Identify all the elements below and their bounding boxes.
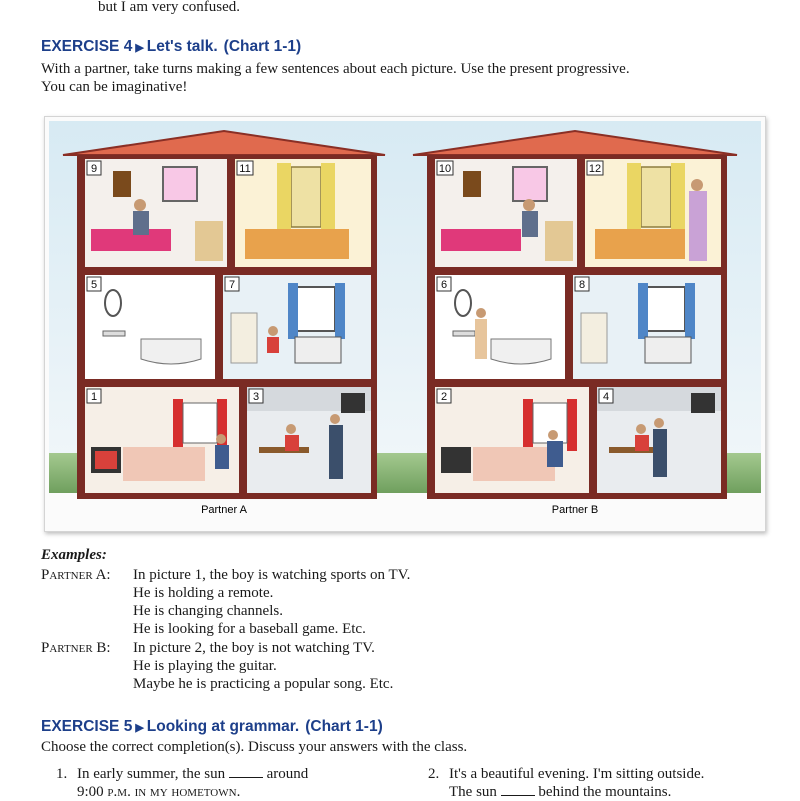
exercise-5-heading	[41, 718, 383, 736]
person-icon	[134, 199, 146, 211]
exercise-4-instructions-line2: You can be imaginative!	[41, 79, 188, 95]
partner-a-label: Partner A:	[41, 567, 111, 583]
person-icon	[547, 441, 563, 467]
window-icon	[183, 403, 217, 443]
person-icon	[267, 337, 279, 353]
partner-b-line: In picture 2, the boy is not watching TV.	[133, 640, 375, 656]
bed-icon	[595, 229, 685, 259]
desk-icon	[545, 221, 573, 261]
bathtub-icon	[491, 339, 551, 364]
room-number-label: 9	[90, 163, 98, 175]
picture-frame-icon	[113, 171, 131, 197]
item-1-number: 1.	[56, 766, 68, 782]
exercise-4-heading	[41, 38, 301, 56]
room-number-label: 2	[440, 391, 448, 403]
partner-a-line: He is looking for a baseball game. Etc.	[133, 621, 366, 637]
item-1-blank[interactable]	[229, 766, 263, 778]
caption-partner-b: Partner B	[551, 504, 599, 516]
picture-frame-icon	[463, 171, 481, 197]
window-icon	[647, 287, 685, 331]
arrow-right-icon: ▶	[135, 42, 144, 54]
item-2-line1: It's a beautiful evening. I'm sitting outside.	[449, 766, 705, 782]
partner-a-line: He is holding a remote.	[133, 585, 274, 601]
room-5	[85, 275, 215, 379]
person-icon	[522, 211, 538, 237]
item-1-text-after: around	[266, 766, 309, 782]
item-1-line1	[77, 765, 308, 783]
arrow-right-icon: ▶	[135, 722, 144, 734]
room-number-label: 7	[228, 279, 236, 291]
person-icon	[635, 435, 649, 451]
bed-icon	[91, 229, 171, 251]
room-number-label: 8	[578, 279, 586, 291]
person-icon	[329, 425, 343, 479]
room-6	[435, 275, 565, 379]
person-icon	[475, 319, 487, 359]
person-icon	[653, 429, 667, 477]
window-icon	[513, 167, 547, 201]
house-b	[413, 131, 737, 516]
exercise-4-number: EXERCISE 4	[41, 38, 133, 55]
table-icon	[259, 447, 309, 453]
item-2-blank[interactable]	[501, 784, 535, 796]
partner-b-line: Maybe he is practicing a popular song. Etc.	[133, 676, 394, 692]
sofa-icon	[123, 447, 205, 481]
item-2-number: 2.	[428, 766, 440, 782]
house-a	[63, 131, 385, 516]
sofa-icon	[473, 447, 555, 481]
exercise-4-title: Let's talk.	[146, 38, 218, 55]
person-icon	[689, 191, 707, 261]
room-number-label: 12	[588, 163, 602, 175]
person-icon	[215, 445, 229, 469]
room-number-label: 6	[440, 279, 448, 291]
window-icon	[297, 287, 335, 331]
bed-icon	[441, 229, 521, 251]
bed-icon	[245, 229, 349, 259]
bathtub-icon	[141, 339, 201, 364]
cabinet-icon	[231, 313, 257, 363]
exercise-4-chart-ref: (Chart 1-1)	[223, 38, 302, 55]
item-2-text-after: behind the mountains.	[538, 784, 672, 800]
caption-partner-a: Partner A	[201, 504, 247, 516]
exercise-5-number: EXERCISE 5	[41, 718, 133, 735]
table-icon	[609, 447, 659, 453]
window-icon	[163, 167, 197, 201]
desk-icon	[195, 221, 223, 261]
item-1-line2: 9:00 p.m. in my hometown.	[77, 784, 241, 800]
hood-icon	[691, 393, 715, 413]
room-number-label: 11	[239, 163, 251, 175]
person-icon	[285, 435, 299, 451]
room-number-label: 3	[252, 391, 260, 403]
item-1-text-before: In early summer, the sun	[77, 766, 226, 782]
room-number-label: 10	[438, 163, 452, 175]
item-2-text-before: The sun	[449, 784, 497, 800]
tv-icon	[441, 447, 471, 473]
cabinet-icon	[581, 313, 607, 363]
room-number-label: 4	[602, 391, 610, 403]
partner-a-line: In picture 1, the boy is watching sports on TV.	[133, 567, 411, 583]
previous-item-text: but I am very confused.	[98, 0, 241, 15]
room-number-label: 1	[90, 391, 98, 403]
exercise-4-instructions-line1: With a partner, take turns making a few sentences about each picture. Use the present progressive.	[41, 61, 630, 77]
houses-svg	[45, 117, 765, 531]
exercise-5-chart-ref: (Chart 1-1)	[305, 718, 383, 735]
partner-b-label: Partner B:	[41, 640, 111, 656]
crib-icon	[645, 337, 691, 363]
partner-a-line: He is changing channels.	[133, 603, 283, 619]
item-2-line2	[449, 783, 671, 801]
exercise-5-title: Looking at grammar.	[146, 718, 300, 735]
hood-icon	[341, 393, 365, 413]
room-number-label: 5	[90, 279, 98, 291]
crib-icon	[295, 337, 341, 363]
partner-b-line: He is playing the guitar.	[133, 658, 277, 674]
examples-heading: Examples:	[41, 547, 107, 563]
exercise-5-instructions: Choose the correct completion(s). Discuss your answers with the class.	[41, 739, 468, 755]
houses-illustration	[44, 116, 766, 532]
